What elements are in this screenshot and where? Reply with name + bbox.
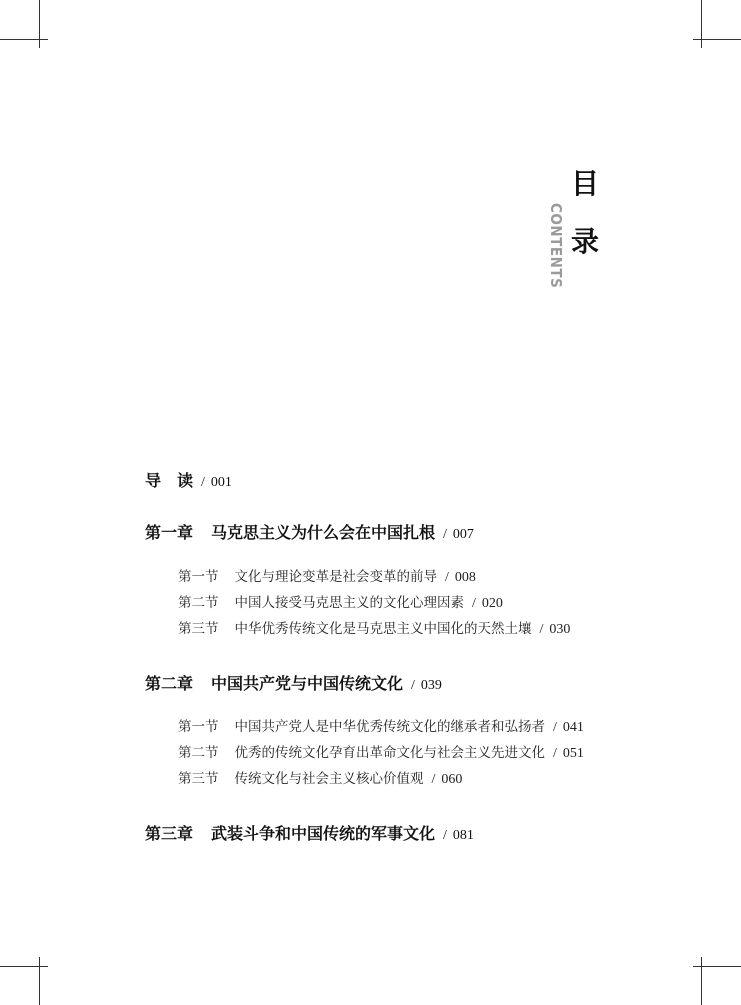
toc-section-2-1[interactable] xyxy=(178,715,584,736)
chapter-title: 中国共产党与中国传统文化 xyxy=(211,674,404,693)
crop-mark xyxy=(701,957,702,1005)
section-number: 第二节 xyxy=(178,745,219,761)
toc-section-2-2[interactable] xyxy=(178,741,584,762)
page-separator: / xyxy=(445,570,449,585)
page-separator: / xyxy=(443,527,447,542)
chapter-number: 第二章 xyxy=(145,674,194,693)
page-number: 041 xyxy=(562,720,584,735)
page-number: 007 xyxy=(452,527,474,542)
toc-chapter-1[interactable] xyxy=(145,520,474,543)
page-number: 039 xyxy=(420,678,442,693)
crop-mark xyxy=(0,39,48,40)
crop-mark xyxy=(39,0,40,48)
page-separator: / xyxy=(553,746,557,761)
page-number: 001 xyxy=(210,475,232,490)
toc-intro[interactable] xyxy=(145,468,232,491)
page-number: 051 xyxy=(562,746,584,761)
page-separator: / xyxy=(539,622,544,637)
page-number: 020 xyxy=(481,596,503,611)
contents-label: CONTENTS xyxy=(547,203,565,289)
crop-mark xyxy=(693,39,741,40)
section-title: 文化与理论变革是社会变革的前导 xyxy=(234,569,437,585)
toc-section-1-3[interactable] xyxy=(178,617,570,638)
chapter-number: 第三章 xyxy=(145,824,194,843)
page-separator: / xyxy=(472,596,476,611)
page-number: 008 xyxy=(454,570,476,585)
toc-intro-label: 导 读 xyxy=(145,471,194,490)
section-number: 第二节 xyxy=(178,595,219,611)
toc-chapter-3[interactable] xyxy=(145,821,474,844)
crop-mark xyxy=(701,0,702,48)
page-number: 030 xyxy=(549,622,571,637)
section-number: 第三节 xyxy=(178,771,219,787)
page-title-char-1: 目 xyxy=(571,167,600,200)
page-title-char-2: 录 xyxy=(571,225,600,258)
section-title: 中华优秀传统文化是马克思主义中国化的天然土壤 xyxy=(234,621,532,637)
chapter-number: 第一章 xyxy=(145,523,194,542)
page-separator: / xyxy=(553,720,557,735)
crop-mark xyxy=(0,966,48,967)
toc-section-1-2[interactable] xyxy=(178,591,503,612)
page-number: 081 xyxy=(452,828,474,843)
chapter-title: 武装斗争和中国传统的军事文化 xyxy=(211,824,436,843)
page-separator: / xyxy=(201,475,205,490)
toc-section-2-3[interactable] xyxy=(178,767,462,788)
section-number: 第一节 xyxy=(178,719,219,735)
section-title: 中国人接受马克思主义的文化心理因素 xyxy=(234,595,464,611)
page-separator: / xyxy=(443,828,447,843)
page-number: 060 xyxy=(441,772,463,787)
crop-mark xyxy=(39,957,40,1005)
page-separator: / xyxy=(411,678,415,693)
chapter-title: 马克思主义为什么会在中国扎根 xyxy=(211,523,436,542)
toc-section-1-1[interactable] xyxy=(178,565,476,586)
page-separator: / xyxy=(431,772,436,787)
section-number: 第一节 xyxy=(178,569,219,585)
section-title: 传统文化与社会主义核心价值观 xyxy=(234,771,424,787)
toc-chapter-2[interactable] xyxy=(145,671,442,694)
crop-mark xyxy=(693,966,741,967)
section-number: 第三节 xyxy=(178,621,219,637)
section-title: 优秀的传统文化孕育出革命文化与社会主义先进文化 xyxy=(234,745,545,761)
section-title: 中国共产党人是中华优秀传统文化的继承者和弘扬者 xyxy=(234,719,545,735)
